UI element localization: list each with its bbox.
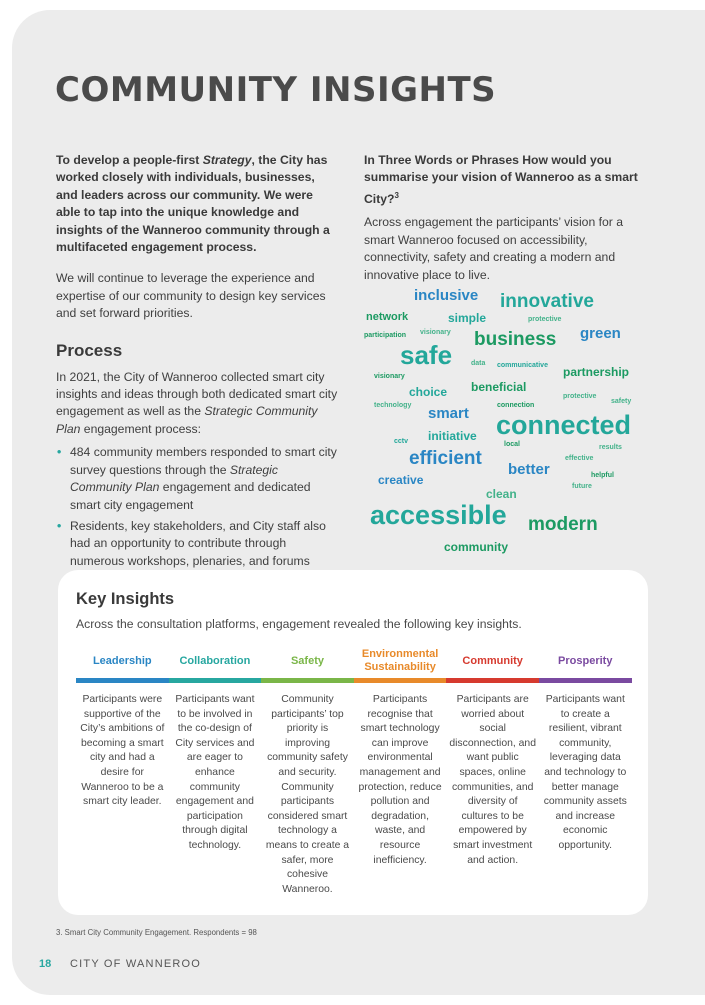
- cloud-word: green: [580, 325, 621, 342]
- cloud-word: better: [508, 461, 550, 478]
- cloud-word: initiative: [428, 429, 477, 443]
- insight-column-prosperity: [539, 646, 632, 897]
- cloud-word: beneficial: [471, 380, 527, 394]
- page-title: COMMUNITY INSIGHTS: [55, 70, 497, 110]
- bullet-item: • Residents, key stakeholders, and City staff also had an opportunity to contribute through numerous workshops, plenaries, and forums: [57, 518, 326, 568]
- insight-color-bar: [169, 678, 262, 683]
- insight-color-bar: [354, 678, 447, 683]
- cloud-word: technology: [374, 402, 412, 409]
- right-column: [364, 152, 654, 284]
- insight-color-bar: [76, 678, 169, 683]
- cloud-word: cctv: [394, 438, 409, 445]
- cloud-word: protective: [563, 393, 597, 400]
- insight-color-bar: [261, 678, 354, 683]
- insight-heading: Environmental Sustainability: [361, 648, 439, 673]
- cloud-word: communicative: [497, 362, 548, 369]
- cloud-word: network: [366, 311, 409, 323]
- insight-column-environmental-sustainability: [354, 646, 447, 897]
- cloud-word: modern: [528, 514, 598, 535]
- insight-heading: Safety: [290, 654, 324, 667]
- process-paragraph: In 2021, the City of Wanneroo collected smart city insights and ideas through both dedicated smart city engagement as well as the Strategic Community Plan engagement process:: [56, 369, 338, 436]
- cloud-word: future: [572, 483, 592, 490]
- cloud-word: partnership: [563, 365, 630, 379]
- insight-text: Participants want to create a resilient, vibrant community, leveraging data and technology to better manage community assets and increase economic opportunity.: [543, 694, 627, 851]
- cloud-word: visionary: [420, 329, 451, 336]
- word-cloud: [360, 282, 650, 562]
- vision-answer: Across engagement the participants’ vision for a smart Wanneroo focused on accessibility, connectivity, safety and creating a modern and innovative place to live.: [364, 215, 624, 282]
- cloud-word: community: [444, 540, 509, 554]
- cloud-word: safe: [400, 340, 453, 370]
- footer-org-name: CITY OF WANNEROO: [70, 958, 202, 970]
- cloud-word: business: [474, 329, 557, 350]
- insight-text: Participants want to be involved in the co-design of City services and are eager to enhance community engagement and participation through digital technology.: [175, 694, 255, 851]
- cloud-word: results: [599, 444, 622, 451]
- insight-text: Participants recognise that smart technology can improve environmental management and protection, reduce pollution and degradation, waste, and resource inefficiency.: [358, 694, 442, 866]
- cloud-word: data: [471, 360, 486, 367]
- cloud-word: connected: [496, 410, 632, 440]
- cloud-word: connection: [497, 402, 535, 409]
- insight-heading: Leadership: [92, 654, 152, 667]
- insight-heading: Community: [462, 654, 523, 667]
- cloud-word: innovative: [500, 291, 594, 312]
- vision-question: In Three Words or Phrases How would you summarise your vision of Wanneroo as a smart City?$^3$: [364, 153, 638, 206]
- cloud-word: accessible: [370, 500, 507, 530]
- process-heading: Process: [56, 340, 123, 360]
- intro-paragraph: We will continue to leverage the experience and expertise of our community to design key services and set forward priorities.: [56, 271, 326, 321]
- key-insights-card: [58, 570, 648, 915]
- cloud-word: inclusive: [414, 287, 479, 304]
- cloud-word: simple: [448, 311, 487, 325]
- key-insights-heading: Key Insights: [76, 590, 175, 608]
- cloud-word: protective: [528, 316, 562, 323]
- cloud-word: participation: [364, 332, 407, 339]
- insight-column-leadership: [76, 646, 169, 897]
- insight-text: Community participants’ top priority is improving community safety and security. Community participants considered smart technology a means to create a safer, more cohesive Wanneroo.: [265, 694, 350, 895]
- insight-color-bar: [446, 678, 539, 683]
- insight-column-collaboration: [169, 646, 262, 897]
- insight-column-community: [446, 646, 539, 897]
- process-bullets: [56, 444, 338, 570]
- insight-heading: Collaboration: [179, 654, 251, 667]
- insight-column-safety: [261, 646, 354, 897]
- insight-heading: Prosperity: [558, 654, 613, 667]
- cloud-word: visionary: [374, 373, 405, 380]
- cloud-word: effective: [565, 455, 594, 462]
- intro-lead: To develop a people-first Strategy, the City has worked closely with individuals, businesses, and leaders across our community. We were able to tap into the unique knowledge and insights of the Wanneroo community through a multifaceted engagement process.: [56, 153, 330, 255]
- insight-text: Participants were supportive of the City’s ambitions of becoming a smart city and had a desire for Wanneroo to be a smart city leader.: [80, 694, 165, 808]
- insight-text: Participants are worried about social disconnection, and want public spaces, online communities, and diversity of cultures to be empowered by smart investment and action.: [449, 694, 536, 866]
- footnote: 3. Smart City Community Engagement. Respondents = 98: [56, 928, 257, 937]
- cloud-word: clean: [486, 487, 517, 501]
- page-number: 18: [39, 958, 52, 970]
- cloud-word: creative: [378, 473, 424, 487]
- left-column: [56, 152, 338, 574]
- cloud-word: helpful: [591, 472, 614, 479]
- insight-color-bar: [539, 678, 632, 683]
- cloud-word: local: [504, 441, 520, 448]
- cloud-word: choice: [409, 385, 448, 399]
- cloud-word: safety: [611, 398, 632, 405]
- bullet-item: • 484 community members responded to smart city survey questions through the Strategic Community Plan engagement and dedicated smart city engagement: [57, 445, 337, 512]
- key-insights-table: [76, 646, 632, 897]
- cloud-word: efficient: [409, 448, 482, 469]
- cloud-word: smart: [428, 405, 469, 422]
- key-insights-intro: Across the consultation platforms, engagement revealed the following key insights.: [76, 617, 522, 631]
